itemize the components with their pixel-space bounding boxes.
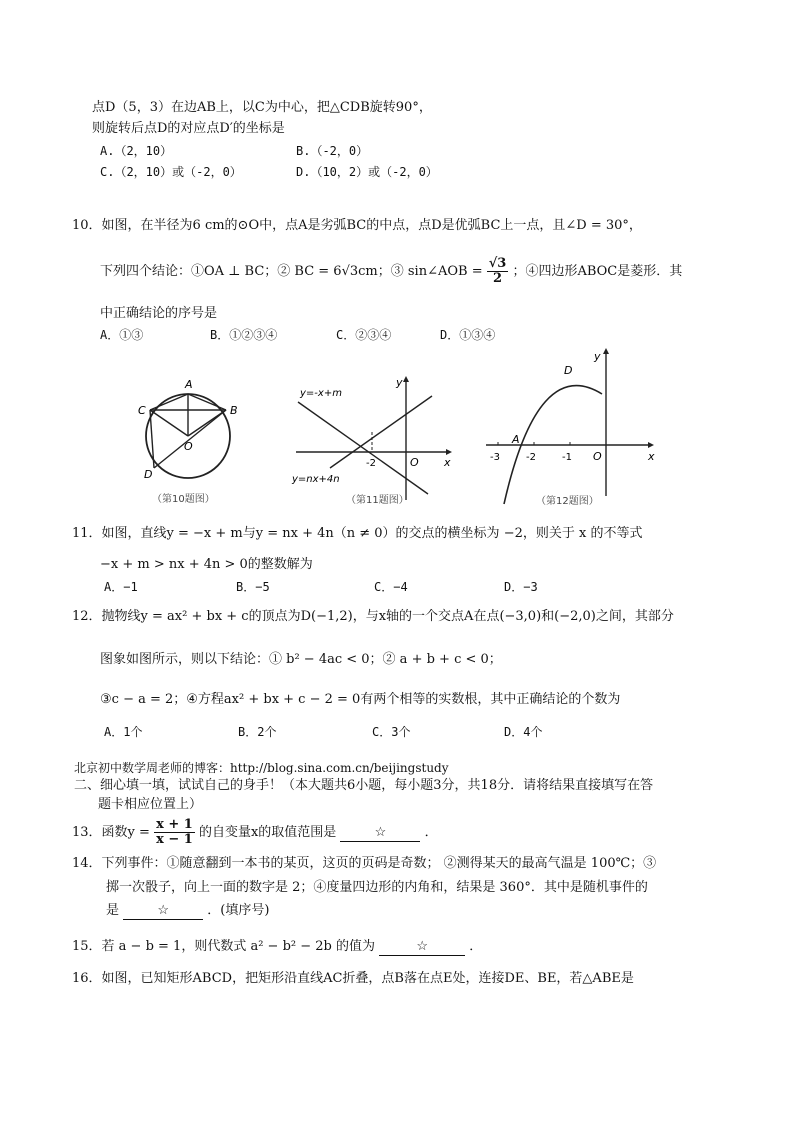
figure-10 [130,360,260,510]
q13-frac-den: x − 1 [156,832,193,847]
q14-line3-post: ．(填序号) [207,903,270,918]
q13-end: ． [424,825,438,840]
fig12-root-label: A [512,433,520,446]
q10-line2-post: ；④四边形ABOC是菱形．其 [512,264,683,279]
fig10-segment-db [154,410,226,468]
q11-option-c: C．−4 [374,580,408,594]
fig12-axis-y-label: y [594,350,601,363]
q11-line2: −x + m > nx + 4n > 0的整数解为 [100,557,313,572]
fig11-axis-y-label: y [396,376,403,389]
section2-line2: 题卡相应位置上） [98,797,203,812]
fig11-origin: O [410,456,419,469]
q10-option-d: D．①③④ [440,328,496,342]
q10-frac-num: √3 [488,256,507,271]
q9-option-b: B.（-2，0） [296,144,369,158]
q12-line3: ③c − a = 2；④方程ax² + bx + c − 2 = 0有两个相等的实数根，其中正确结论的个数为 [100,692,621,707]
fig10-caption: （第10题图） [152,494,215,505]
fig12-tick-label-m2: -2 [526,452,536,463]
fig10-label-a: A [185,378,193,391]
fig12-y-arrow [603,348,609,354]
q13-post: 的自变量x的取值范围是 [198,825,337,840]
q10-line2-pre: 下列四个结论：①OA ⊥ BC；② BC = 6√3cm；③ sin∠AOB = [100,264,483,279]
fig11-label-line1: y=-x+m [300,388,342,399]
q15-end: ． [469,939,483,954]
q11-option-a: A．−1 [104,580,138,594]
q12-option-b: B．2个 [238,725,277,739]
q9-option-c: C.（2，10）或（-2，0） [100,165,242,179]
fig10-label-c: C [138,404,146,417]
q10-option-c: C．②③④ [336,328,392,342]
fig10-label-o: O [184,440,193,453]
q13-frac-num: x + 1 [156,817,193,832]
q12-option-d: D．4个 [504,725,543,739]
q9-line2: 则旋转后点D的对应点D′的坐标是 [92,121,285,136]
fig12-axis-x-label: x [648,450,655,463]
q12-option-c: C．3个 [372,725,411,739]
fig10-label-d: D [144,468,153,481]
q13-fraction [154,818,195,847]
fig10-label-b: B [230,404,238,417]
figure-11 [286,372,466,512]
fig12-caption: （第12题图） [536,496,599,507]
fig12-origin: O [593,450,602,463]
fig10-segment-ca [150,394,188,410]
q10-line1: 10．如图，在半径为6 cm的⊙O中，点A是劣弧BC的中点，点D是优弧BC上一点，且∠D = 30°， [72,218,642,233]
q13 [72,815,438,851]
q14-line3-pre: 是 [106,903,120,918]
fig11-x-arrow [446,449,452,455]
q15 [72,937,482,957]
q10-frac-den: 2 [493,271,503,286]
q10-line3: 中正确结论的序号是 [100,306,218,321]
q10-line2 [100,256,682,288]
q13-answer-blank[interactable]: ☆ [340,825,420,842]
q14-line1: 14．下列事件：①随意翻到一本书的某页，这页的页码是奇数； ②测得某天的最高气温是 100℃；③ [72,856,657,871]
q11-option-d: D．−3 [504,580,538,594]
q10-option-a: A．①③ [100,328,144,342]
fig12-vertex-label: D [564,364,573,377]
q16-line1: 16．如图，已知矩形ABCD，把矩形沿直线AC折叠，点B落在点E处，连接DE、BE，若△ABE是 [72,971,634,986]
fig11-tick-label: -2 [366,458,376,469]
q14-line3 [106,901,269,921]
q10-fraction [487,257,509,286]
fig12-tick-label-m1: -1 [562,452,572,463]
q12-option-a: A．1个 [104,725,143,739]
q15-answer-blank[interactable]: ☆ [379,939,465,956]
fig12-tick-label-m3: -3 [490,452,500,463]
q14-answer-blank[interactable]: ☆ [123,903,203,920]
q9-option-d: D.（10，2）或（-2，0） [296,165,438,179]
q9-option-a: A.（2，10） [100,144,173,158]
fig11-label-line2: y=nx+4n [292,474,340,485]
section2-line1: 二、细心填一填，试试自己的身手！（本大题共6小题，每小题3分，共18分．请将结果直接填写在答 [74,778,654,793]
fig11-caption: （第11题图） [346,495,409,506]
q9-line1: 点D（5，3）在边AB上，以C为中心，把△CDB旋转90°， [92,100,432,115]
q11-line1: 11．如图，直线y = −x + m与y = nx + 4n（n ≠ 0）的交点的横坐标为 −2，则关于 x 的不等式 [72,526,643,541]
fig10-segment-ab [188,394,226,410]
blog-line: 北京初中数学周老师的博客：http://blog.sina.com.cn/beijingstudy [74,761,449,775]
fig10-segment-co [150,410,188,436]
q11-option-b: B．−5 [236,580,270,594]
q14-line2: 掷一次骰子，向上一面的数字是 2；④度量四边形的内角和，结果是 360°．其中是随机事件的 [106,880,648,895]
fig11-axis-x-label: x [444,456,451,469]
q12-line1: 12．抛物线y = ax² + bx + c的顶点为D(−1,2)，与x轴的一个交点A在点(−3,0)和(−2,0)之间，其部分 [72,609,674,624]
fig12-x-arrow [648,442,654,448]
q15-pre: 15．若 a − b = 1，则代数式 a² − b² − 2b 的值为 [72,939,375,954]
fig11-y-arrow [403,376,409,382]
q12-line2: 图象如图所示，则以下结论：① b² − 4ac < 0；② a + b + c < 0； [100,652,502,667]
q10-option-b: B．①②③④ [210,328,278,342]
figure-12 [480,344,660,514]
q13-pre: 13．函数y = [72,825,150,840]
